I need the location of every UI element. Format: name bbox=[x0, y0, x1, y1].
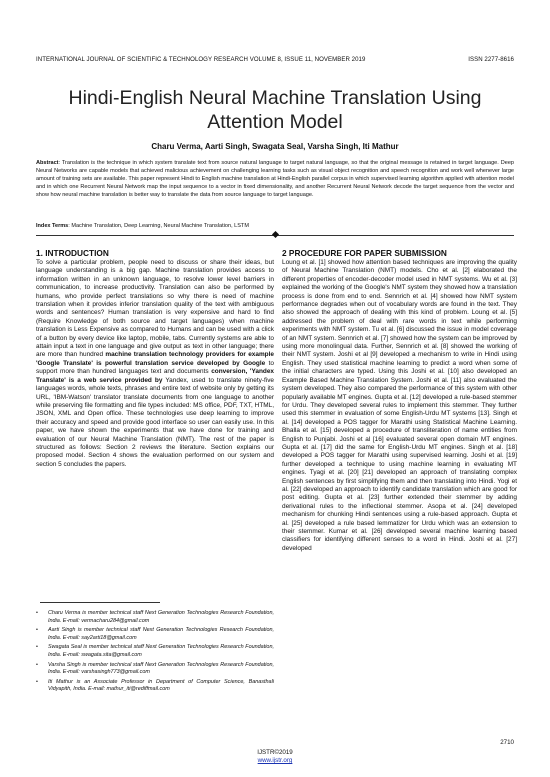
bullet-icon: • bbox=[36, 661, 38, 668]
journal-name: INTERNATIONAL JOURNAL OF SCIENTIFIC & TECHNOLOGY RESEARCH VOLUME 8, ISSUE 11, NOVEMBER 2019 bbox=[36, 56, 366, 63]
index-terms-label: Index Terms bbox=[36, 223, 69, 229]
right-column bbox=[282, 248, 517, 553]
index-terms-text: : Machine Translation, Deep Learning, Neural Machine Translation, LSTM bbox=[68, 223, 249, 229]
left-column bbox=[36, 248, 274, 469]
intro-bold-1: machine translation technology providers for example 'Google Translate' is powerful translation service developed by Google bbox=[36, 351, 274, 367]
bullet-icon: • bbox=[36, 610, 38, 616]
journal-code: IJSTR©2019 bbox=[257, 749, 293, 756]
abstract bbox=[36, 160, 514, 200]
bullet-icon: • bbox=[36, 644, 38, 651]
introduction-paragraph bbox=[36, 259, 274, 469]
section-separator bbox=[36, 232, 514, 238]
footnote-item: • Varsha Singh is member technical staff Next Generation Technologies Research Foundation, India. E-mail: varshasingh773@gmail.com bbox=[36, 661, 274, 676]
diamond-ornament-icon bbox=[271, 231, 278, 238]
author-list: Charu Verma, Aarti Singh, Swagata Seal, Varsha Singh, Iti Mathur bbox=[151, 142, 399, 151]
author-footnotes bbox=[36, 610, 274, 696]
intro-bold-2: conversion, 'Yandex Translate' is a web service provided by bbox=[36, 368, 274, 384]
intro-text-1: To solve a particular problem, people need to discuss or share their ideas, but language understanding is a big gap. Machine translation provides access to information written in an unknown language, to resolve lower level barriers in communication, to increase productivity. Translation can also be performed by humans, who provide perfect translations so why there is need of machine translation when it provides inferior translation quality of the text with ambiguous words and sentences? Human translation is very expensive and hard to find (Require Knowledge of both source and target languages) when machine translation is Less Expensive as compared to Humans and can be used with a click of a button by every device like laptop, mobile, tabs. Currently systems are able to attain input a text in one language and give output as text in other language; there are more than hundred bbox=[36, 259, 274, 359]
footnote-item: • Charu Verma is member technical staff Next Generation Technologies Research Foundation, India. E-mail: vermacharu284@gmail.com bbox=[36, 610, 274, 624]
introduction-heading: 1. INTRODUCTION bbox=[36, 248, 109, 258]
paper-title: Hindi-English Neural Machine Translation Using Attention Model bbox=[68, 87, 482, 133]
intro-text-3: Yandex, used to translate ninety-five languages words, whole texts, phrases and entire text of website only by getting its URL, 'IBM-Watson' translator translate documents from one language to another while preserving file formatting and file types included: MS office, PDF, TXT, HTML, JSON, XML and Open office. These technologies use deep learning to improve their accuracy and speed and provide good interface so user can easily use. In this paper, we have shown the experiments that we have done for training and evaluation of our Neural Machine Translation (NMT). The rest of the paper is structured as follows: Section 2 reviews the literature. Section explains our proposed model. Section 4 shows the evaluation performed on our system and section 5 concludes the papers. bbox=[36, 376, 275, 468]
journal-issn: ISSN 2277-8616 bbox=[468, 56, 514, 63]
bullet-icon: • bbox=[36, 678, 38, 685]
footnote-item: • Swagata Seal is member technical staff Next Generation Technologies Research Foundation, India. E-mail: swagata.sita@gmail.com bbox=[36, 644, 274, 658]
bullet-icon: • bbox=[36, 627, 38, 634]
journal-header bbox=[36, 56, 514, 66]
journal-link[interactable]: www.ijstr.org bbox=[257, 757, 293, 764]
procedure-paragraph: Loung et al. [1] showed how attention based techniques are improving the quality of Neural Machine Translation (NMT) models. Cho et al. [2] elaborated the different properties of encoder-decoder model used in NMT systems. Wu et al. [3] explained the working of the Google's NMT system they showed how a translation process is done from end to end. Sennrich et al. [4] showed how NMT system performance degrades when out of vocabulary words are found in the text. They also showed the approach of dealing with this kind of problem. Loung et al. [5] addressed the problem of deal with rare words in text while performing experiments with NMT system. Tu et al. [6] discussed the issue in model coverage of an NMT system. Sennrich et al. [7] showed how the system can be improved by using more monolingual data. Further, Sennrich et al. [8] showed the working of their NMT system. Joshi et al [9] developed a mechanism to write in Hindi using English. They used statistical machine learning to predict a word when some of the initial characters are typed. Using this Joshi et al. [10] also developed an Example Based Machine Translation System. Joshi et al. [11] also evaluated the system developed. They also compared the performance of this system with other popularly available MT engines. Gupta et al. [12] developed a rule-based stemmer for Urdu. They developed several rules to implement this stemmer. They further used this stemmer in evaluation of some English-Urdu MT systems [13]. Singh et al. [14] developed a POS tagger for Marathi using Statistical Machine Learning. Bhalla et al. [15] developed a procedure of transliteration of name entities from English to Punjabi. Joshi et al [16] evaluated several open domain MT engines. Gupta et al. [17] did the same for English-Urdu MT engines. Singh et al. [18] developed a POS tagger for Marathi using supervised learning. Joshi et al. [19] further developed a technique to using machine learning in evaluating MT engines. Tyagi et al. [20] [21] developed an approach of translating complex English sentences by first simplifying them and then translating into Hindi. Yogi et al. [22] developed an approach to identify candidate translation which are good for post editing. Gupta et al. [23] further extended their stemmer by adding derivational rules to the inflectional stemmer. Asopa et al. [24] developed mechanism for chunking Hindi sentences using a rule-based approach. Gupta et al. [25] developed a rule based lemmatizer for Urdu which was an extension to their stemmer. Kumar et al. [26] developed several machine learning based classifiers for identifying different senses to a word in Hindi. Joshi et al. [27] developed bbox=[282, 259, 517, 552]
abstract-label: Abstract bbox=[36, 160, 59, 166]
intro-text-2: to support more than hundred languages text and documents bbox=[36, 359, 274, 376]
footnote-item: • Aarti Singh is member technical staff Next Generation Technologies Research Foundation, India. E-mail: say2arti18@gmail.com bbox=[36, 627, 274, 641]
footnote-item: • Iti Mathur is an Associate Professor in Department of Computer Science, Banasthali Vidyapith, India. E-mail: mathur_iti@rediffmail.com bbox=[36, 678, 274, 693]
page-number: 2710 bbox=[500, 739, 514, 746]
page-footer bbox=[0, 749, 550, 765]
procedure-heading: 2 PROCEDURE FOR PAPER SUBMISSION bbox=[282, 248, 447, 258]
footnote-rule bbox=[40, 602, 160, 603]
abstract-text: : Translation is the technique in which system translate text from source natural language to target natural language, so that the original message is retained in target language. Deep Neural Networks are capable models that achieved malicious achievement on challenging learning tasks such as visual object recognition and speech recognition and work well whenever large amount of training sets are available. This paper represent Hindi to English machine translation at Hindi-English parallel corpus in which supervised learning algorithm applied with attention model and in which one Recurrent Neural Network map the input sequence to a vector in fixed dimensionality, and another Recurrent Neural Network decode the target sequence from the vector and show how neural machine translation is better way to translate the data from source language to target language. bbox=[36, 160, 514, 198]
